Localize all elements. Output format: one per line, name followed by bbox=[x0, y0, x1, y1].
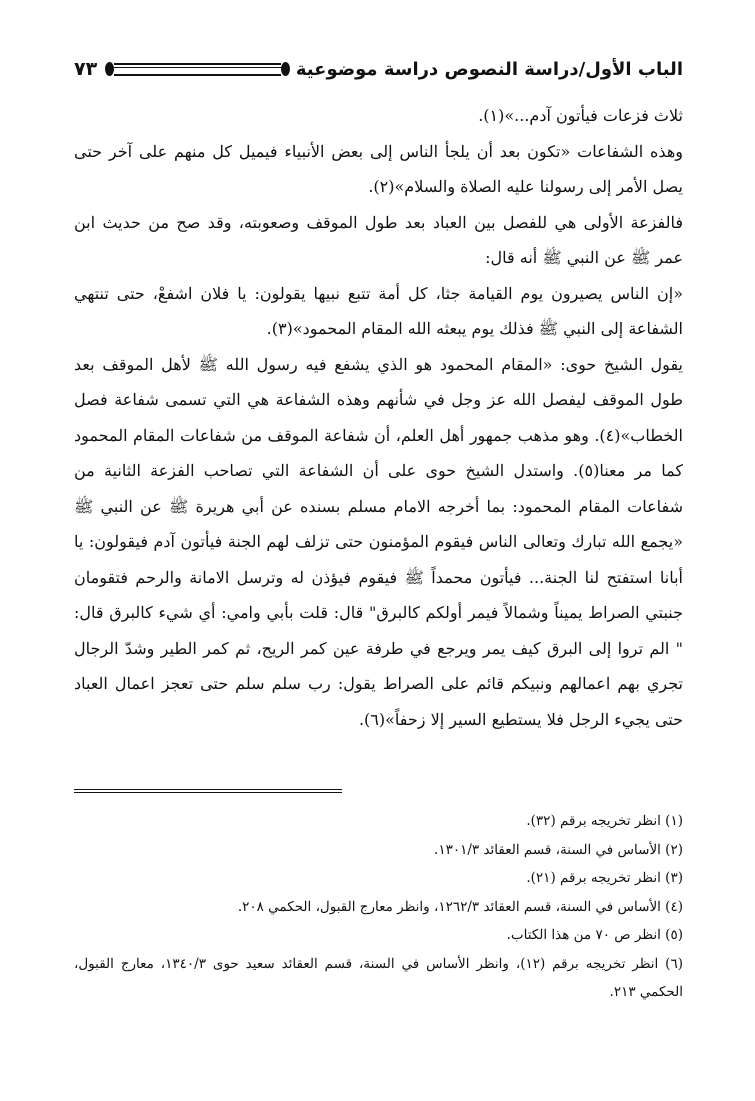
rule-ornament-right bbox=[281, 62, 290, 76]
footnote: (٦) انظر تخريجه برقم (١٢)، وانظر الأساس في السنة، قسم العقائد سعيد حوى ١٣٤٠/٣، معارج القبول، الحكمي ٢١٣. bbox=[74, 955, 683, 1000]
footnote: (٤) الأساس في السنة، قسم العقائد ١٢٦٢/٣، وانظر معارج القبول، الحكمي ٢٠٨. bbox=[237, 898, 683, 915]
paragraph: فالفزعة الأولى هي للفصل بين العباد بعد طول الموقف وصعوبته، وقد صح من حديث ابن عمر ﷺ عن النبي ﷺ أنه قال: bbox=[74, 212, 683, 267]
paragraph: وهذه الشفاعات «تكون بعد أن يلجأ الناس إلى بعض الأنبياء فيميل كل منهم على آخر حتى يصل الأمر إلى رسولنا عليه الصلاة والسلام»(٢). bbox=[74, 141, 683, 196]
footnote-separator bbox=[74, 789, 342, 793]
footnote: (٥) انظر ص ٧٠ من هذا الكتاب. bbox=[506, 927, 683, 943]
main-text bbox=[74, 98, 683, 737]
header-double-rule bbox=[114, 63, 281, 76]
footnote: (١) انظر تخريجه برقم (٣٢). bbox=[526, 813, 683, 829]
chapter-title: الباب الأول/دراسة النصوص دراسة موضوعية bbox=[295, 58, 683, 80]
footnote: (٣) انظر تخريجه برقم (٢١). bbox=[526, 870, 683, 886]
footnote: (٢) الأساس في السنة، قسم العقائد ١٣٠١/٣. bbox=[434, 841, 683, 858]
rule-ornament-left bbox=[105, 62, 114, 76]
running-header bbox=[74, 48, 683, 90]
page-number: ٧٣ bbox=[74, 58, 98, 80]
paragraph: يقول الشيخ حوى: «المقام المحمود هو الذي يشفع فيه رسول الله ﷺ لأهل الموقف بعد طول الموقف ليفصل الله عز وجل في شأنهم وهذه الشفاعة هي التي تسمى شفاعة فصل الخطاب»(٤). وهو مذهب جمهور أهل العلم، أن شفاعة الموقف من شفاعات المقام المحمود كما مر معنا(٥). واستدل الشيخ حوى على أن الشفاعة التي تصاحب الفزعة الثانية من شفاعات المقام المحمود: بما أخرجه الامام مسلم بسنده عن أبي هريرة ﷺ عن النبي ﷺ «يجمع الله تبارك وتعالى الناس فيقوم المؤمنون حتى تزلف لهم الجنة فيأتون آدم فيقولون: يا أبانا استفتح لنا الجنة... فيأتون محمداً ﷺ فيقوم فيؤذن له وترسل الامانة والرحم فتقومان جنبتي الصراط يميناً وشمالاً فيمر أولكم كالبرق" قال: قلت بأبي وامي: أي شيء كالبرق قال: " الم تروا إلى البرق كيف يمر ويرجع في طرفة عين كمر الريح، ثم كمر الطير وشدّ الرجال تجري بهم اعمالهم ونبيكم قائم على الصراط يقول: رب سلم سلم حتى تعجز اعمال العباد حتى يجيء الرجل فلا يستطيع السير إلا زحفاً»(٦). bbox=[74, 354, 684, 729]
paragraph: ثلاث فزعات فيأتون آدم...»(١). bbox=[478, 106, 683, 125]
footnotes bbox=[74, 807, 683, 1007]
header-rule bbox=[105, 59, 290, 79]
paragraph: «إن الناس يصيرون يوم القيامة جثا، كل أمة تتبع نبيها يقولون: يا فلان اشفعْ، حتى تنتهي الشفاعة إلى النبي ﷺ فذلك يوم يبعثه الله المقام المحمود»(٣). bbox=[74, 283, 683, 338]
